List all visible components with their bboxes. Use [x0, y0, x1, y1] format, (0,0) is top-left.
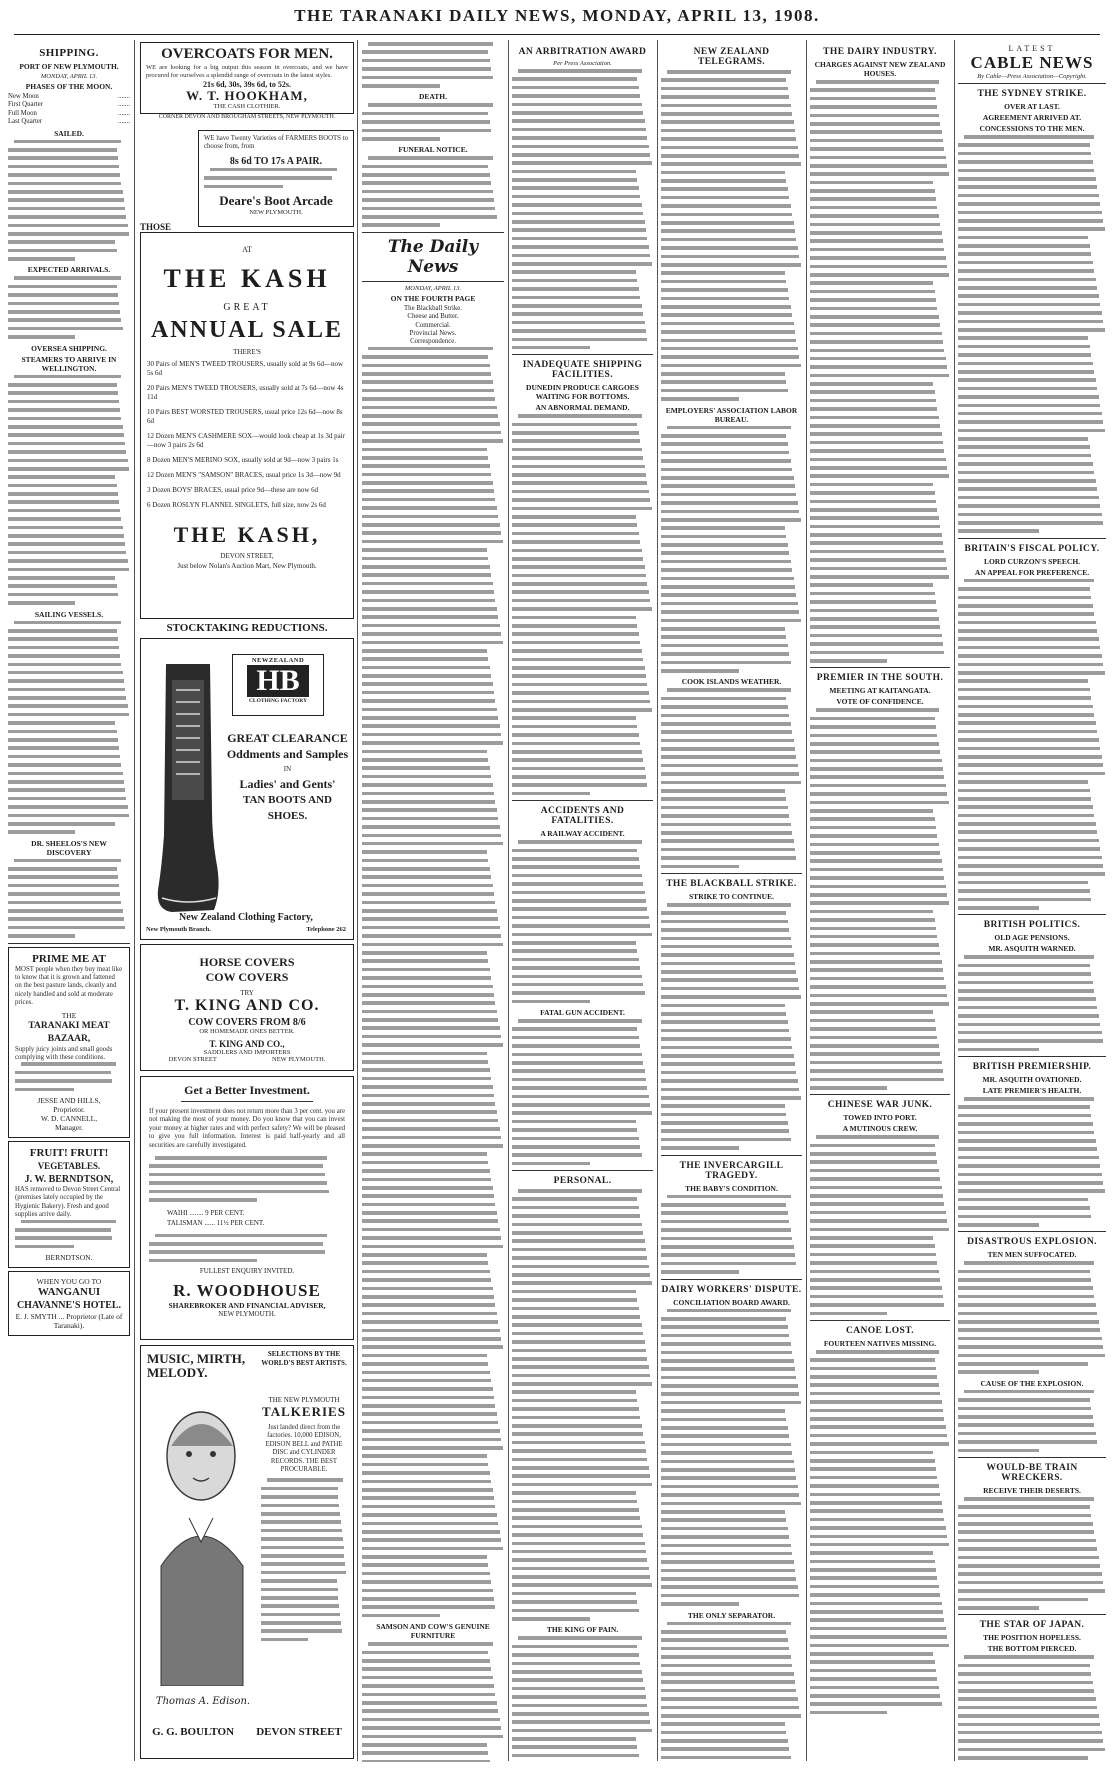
- farmers-price: 8s 6d TO 17s A PAIR.: [229, 155, 323, 167]
- british-politics-sub2: MR. ASQUITH WARNED.: [988, 944, 1076, 954]
- berndtson-sign: BERNDTSON.: [45, 1253, 93, 1263]
- furniture-text: [362, 1642, 504, 1762]
- accidents-sub2: FATAL GUN ACCIDENT.: [540, 1008, 625, 1018]
- king-of-pain-heading: THE KING OF PAIN.: [546, 1625, 619, 1635]
- edison-signature: Thomas A. Edison.: [155, 1696, 251, 1707]
- fourth-page-item: Correspondence.: [410, 338, 456, 346]
- divider: [661, 1155, 802, 1156]
- column-rule: [134, 40, 135, 1761]
- horse-heading: HORSE COVERS: [199, 955, 295, 969]
- invercargill-text: [661, 1195, 802, 1274]
- deare-sub: NEW PLYMOUTH.: [249, 208, 303, 216]
- divider: [512, 800, 653, 801]
- kash-title: THE KASH: [163, 264, 331, 293]
- premiership-heading: BRITISH PREMIERSHIP.: [972, 1062, 1092, 1073]
- kash-items: [147, 360, 347, 510]
- blackball-heading: THE BLACKBALL STRIKE.: [666, 878, 797, 889]
- woodhouse-name: R. WOODHOUSE: [173, 1281, 321, 1301]
- column-4: [512, 42, 653, 1762]
- divider: [958, 1231, 1106, 1232]
- sydney-strike-sub: OVER AT LAST.: [1004, 102, 1060, 111]
- hotel-sign: E. J. SMYTH ... Proprietor (Late of Taranaki).: [15, 1312, 123, 1331]
- woodhouse-np: NEW PLYMOUTH.: [218, 1310, 276, 1319]
- explosion-sub: TEN MEN SUFFOCATED.: [987, 1250, 1077, 1260]
- talkeries-new: THE NEW PLYMOUTH: [268, 1396, 340, 1404]
- meat-staff: JESSE AND HILLS,: [37, 1096, 101, 1106]
- notices-text: [362, 42, 504, 88]
- employers-text: [661, 426, 802, 673]
- gun-accident-text: [512, 1019, 653, 1165]
- in-word: IN: [283, 765, 292, 773]
- investment-ad: [140, 1076, 354, 1340]
- divider: [661, 873, 802, 874]
- funeral-heading: FUNERAL NOTICE.: [398, 145, 468, 155]
- expected-heading: EXPECTED ARRIVALS.: [27, 265, 111, 275]
- deare-name: Deare's Boot Arcade: [219, 192, 333, 208]
- explosion-text: [958, 1261, 1106, 1374]
- meat-bazaar-ad: [8, 947, 130, 1138]
- hb-logo: HB: [247, 665, 309, 697]
- kash-street: DEVON STREET,: [220, 552, 274, 560]
- fourth-page-list: [362, 305, 504, 347]
- divider: [362, 232, 504, 233]
- cable-by: By Cable—Press Association—Copyright.: [977, 73, 1087, 80]
- kash-item: 30 Pairs of MEN'S TWEED TROUSERS, usually sold at 9s 6d—now 5s 6d: [147, 360, 344, 377]
- column-6: [810, 42, 950, 1762]
- kash-great: GREAT: [223, 302, 271, 313]
- arbitration-text: [512, 69, 653, 349]
- none-better: OR HOMEMADE ONES BETTER.: [199, 1028, 295, 1035]
- overcoats-heading: OVERCOATS FOR MEN.: [161, 46, 333, 62]
- invercargill-heading: THE INVERCARGILL TRAGEDY.: [679, 1160, 784, 1181]
- column-rule: [508, 40, 509, 1761]
- british-politics-heading: BRITISH POLITICS.: [983, 920, 1081, 931]
- try-word: TRY: [240, 989, 254, 997]
- divider: [362, 281, 504, 282]
- hotel-ad: [8, 1271, 130, 1336]
- masthead: THE TARANAKI DAILY NEWS, MONDAY, APRIL 13, 1908.: [294, 6, 820, 25]
- wanganui-when: WHEN YOU GO TO: [36, 1277, 102, 1287]
- farmers-heading: THOSE: [140, 222, 172, 232]
- fourth-page-item: Commercial.: [415, 321, 451, 329]
- moon-row: First Quarter .......: [8, 101, 130, 109]
- oddments: Oddments and Samples: [226, 747, 349, 761]
- telegrams-text: [661, 70, 802, 401]
- steamers-heading: STEAMERS TO ARRIVE IN WELLINGTON.: [21, 354, 117, 373]
- meat-text: Supply juicy joints and small goods complying with these conditions.: [15, 1045, 113, 1062]
- fiscal-policy-text: [958, 579, 1106, 910]
- premier-south-sub: MEETING AT KAITANGATA.: [829, 686, 931, 696]
- nzcf-tel: Telephone 262: [306, 926, 346, 933]
- personal-text: [512, 1189, 653, 1621]
- overcoats-text: WE are looking for a big output this season in overcoats, and we have procured for ourselves a splendid range of overcoats in the latest styles.: [146, 64, 348, 79]
- investment-text: If your present investment does not return more than 3 per cent. you are not making the most of your money. Do you know that you can invest your money at higher rates and with perfect safety? We will be pleased to give you full information. Interest is paid half-yearly and all securities are carefully investigated.: [149, 1108, 345, 1149]
- divider: [661, 1279, 802, 1280]
- dairy-workers-heading: DAIRY WORKERS' DISPUTE.: [661, 1284, 802, 1295]
- arrivals-text: [8, 276, 130, 338]
- tking-title: T. KING AND CO.: [174, 997, 320, 1014]
- fiscal-policy-sub: LORD CURZON'S SPEECH.: [983, 556, 1081, 566]
- meat-the: THE: [61, 1010, 77, 1020]
- column-rule: [954, 40, 955, 1761]
- kash-item: 12 Dozen MEN'S CASHMERE SOX—would look cheap at 1s 3d pair—now 3 pairs 2s 6d: [147, 432, 346, 449]
- nzcf-footer: [146, 926, 346, 933]
- death-heading: DEATH.: [419, 92, 447, 102]
- hb-top: NEWZEALAND: [251, 657, 305, 664]
- rate-line: TALISMAN ...... 11½ PER CENT.: [167, 1218, 265, 1227]
- column-3: [362, 42, 504, 1762]
- ladies-gents: Ladies' and Gents': [239, 777, 336, 791]
- fourth-page-heading: ON THE FOURTH PAGE: [390, 293, 476, 303]
- kash-there: THERE'S: [233, 348, 261, 356]
- shipping-heading: SHIPPING.: [39, 47, 99, 59]
- kash-item: 8 Dozen MEN'S MERINO SOX, usually sold at 9d—now 3 pairs 1s: [147, 456, 339, 464]
- kash-sign: THE KASH,: [173, 522, 321, 547]
- hookham-name: W. T. HOOKHAM,: [186, 88, 308, 103]
- cook-islands-heading: COOK ISLANDS WEATHER.: [681, 677, 782, 687]
- canoe-sub: FOURTEEN NATIVES MISSING.: [823, 1338, 937, 1348]
- premier-south-sub2: VOTE OF CONFIDENCE.: [836, 697, 924, 707]
- tan-boots: TAN BOOTS AND SHOES.: [242, 794, 333, 822]
- dairy-industry-sub: CHARGES AGAINST NEW ZEALAND HOUSES.: [814, 60, 946, 78]
- divider: [958, 1614, 1106, 1615]
- talkeries-block: [261, 1396, 347, 1646]
- meat-staff: W. D. CANNELL,: [40, 1114, 98, 1124]
- music-sub: SELECTIONS BY THE WORLD'S BEST ARTISTS.: [261, 1350, 347, 1367]
- sydney-strike-sub3: CONCESSIONS TO THE MEN.: [979, 124, 1085, 133]
- hb-sub: CLOTHING FACTORY: [248, 698, 308, 704]
- meat-phones: [15, 1062, 123, 1091]
- hookham-address: CORNER DEVON AND BROUGHAM STREETS, NEW PLYMOUTH.: [158, 114, 336, 120]
- british-politics-sub: OLD AGE PENSIONS.: [994, 933, 1070, 943]
- divider: [810, 667, 950, 668]
- cook-islands-text: [661, 688, 802, 868]
- fruit-text: [15, 1220, 123, 1249]
- star-of-japan-heading: THE STAR OF JAPAN.: [979, 1620, 1085, 1631]
- overcoats-ad: [140, 42, 354, 114]
- sydney-strike-heading: THE SYDNEY STRIKE.: [977, 89, 1087, 99]
- talkeries-ad: [140, 1345, 354, 1759]
- divider: [810, 1320, 950, 1321]
- shipping-facilities-sub: DUNEDIN PRODUCE CARGOES WAITING FOR BOTTOMS.: [526, 383, 639, 402]
- overcoats-prices: 21s 6d, 30s, 39s 6d, to 52s.: [202, 80, 291, 89]
- investment-heading: Get a Better Investment.: [184, 1083, 310, 1097]
- hb-logo-box: [232, 654, 324, 716]
- deare-ad: [198, 130, 354, 227]
- explosion-cause-text: [958, 1390, 1106, 1452]
- great-clearance: GREAT CLEARANCE: [227, 731, 348, 745]
- train-wreckers-sub: RECEIVE THEIR DESERTS.: [983, 1485, 1081, 1495]
- dairy-workers-text: [661, 1309, 802, 1606]
- separator-heading: THE ONLY SEPARATOR.: [687, 1610, 776, 1620]
- masthead-rule: [14, 34, 1100, 35]
- talkeries-title: TALKERIES: [262, 1404, 346, 1419]
- premier-south-heading: PREMIER IN THE SOUTH.: [816, 673, 944, 684]
- kash-item: 10 Pairs BEST WORSTED TROUSERS, usual price 12s 6d—now 8s 6d: [147, 408, 343, 425]
- sailing-heading: SAILING VESSELS.: [34, 609, 104, 619]
- explosion-sub2: CAUSE OF THE EXPLOSION.: [980, 1378, 1084, 1388]
- divider: [958, 538, 1106, 539]
- editorial-date: MONDAY, APRIL 13.: [404, 284, 462, 292]
- hookham-sub: THE CASH CLOTHIER.: [213, 103, 281, 110]
- prime-heading: PRIME ME AT: [32, 952, 106, 965]
- divider: [958, 914, 1106, 915]
- date-line: MONDAY, APRIL 13.: [40, 73, 98, 80]
- dairy-workers-sub: CONCILIATION BOARD AWARD.: [673, 1297, 790, 1307]
- berndtson-text: HAS removed to Devon Street Central (premises lately occupied by the Hygienic Bakery). Fresh and good supplies arrive daily.: [15, 1186, 121, 1219]
- accidents-sub: A RAILWAY ACCIDENT.: [540, 829, 625, 839]
- personal-heading: PERSONAL.: [553, 1176, 612, 1187]
- port-line: PORT OF NEW PLYMOUTH.: [19, 62, 119, 71]
- steamers-text: [8, 375, 130, 605]
- boulton-name: G. G. BOULTON: [152, 1726, 235, 1738]
- arbitration-heading: AN ARBITRATION AWARD: [518, 47, 647, 57]
- kash-at: AT: [242, 245, 252, 254]
- canoe-text: [810, 1350, 950, 1714]
- column-cable-news: [958, 42, 1106, 1762]
- daily-news-title: The Daily News: [387, 236, 479, 277]
- sailed-heading: SAILED.: [54, 128, 84, 138]
- nzcf-name: New Zealand Clothing Factory,: [179, 912, 313, 923]
- blackball-sub: STRIKE TO CONTINUE.: [689, 891, 774, 901]
- star-of-japan-text: [958, 1655, 1106, 1762]
- kash-item: 12 Dozen MEN'S "SAMSON" BRACES, usual price 1s 3d—now 9d: [147, 471, 341, 479]
- blackball-text: [661, 903, 802, 1150]
- tking-sign: T. KING AND CO.,: [209, 1039, 285, 1049]
- invercargill-sub: THE BABY'S CONDITION.: [685, 1183, 778, 1193]
- latest-label: LATEST: [1008, 44, 1056, 53]
- canoe-heading: CANOE LOST.: [845, 1325, 915, 1336]
- cow-covers-from: COW COVERS FROM 8/6: [188, 1017, 306, 1028]
- dairy-industry-text: [810, 80, 950, 663]
- shipping-facilities-heading: INADEQUATE SHIPPING FACILITIES.: [522, 360, 643, 381]
- shipping-text: [8, 140, 130, 261]
- kash-item: 3 Dozen BOYS' BRACES, usual price 9d—these are now 6d: [147, 486, 319, 494]
- moon-heading: PHASES OF THE MOON.: [25, 82, 113, 91]
- hotel-name: CHAVANNE'S HOTEL.: [16, 1300, 122, 1312]
- talkeries-text: Just landed direct from the factories. 10,000 EDISON, EDISON BELL and PATHE DISC and CYLINDER RECORDS. THE BEST PROCURABLE.: [265, 1424, 343, 1474]
- premiership-sub2: LATE PREMIER'S HEALTH.: [982, 1086, 1082, 1096]
- train-wreckers-text: [958, 1497, 1106, 1610]
- divider: [810, 1094, 950, 1095]
- premiership-sub: MR. ASQUITH OVATIONED.: [982, 1075, 1082, 1085]
- investment-filler2: [149, 1234, 345, 1263]
- moon-row: New Moon .......: [8, 93, 130, 100]
- rates: [167, 1208, 327, 1228]
- meat-staff: Manager.: [54, 1123, 84, 1133]
- meat-bazaar-title: TARANAKI MEAT BAZAAR,: [28, 1020, 110, 1044]
- meat-staff: Proprietor.: [53, 1105, 85, 1115]
- explosion-heading: DISASTROUS EXPLOSION.: [967, 1237, 1097, 1248]
- shipping-facilities-text: [512, 414, 653, 795]
- premier-south-text: [810, 708, 950, 1089]
- fruit-ad: [8, 1141, 130, 1268]
- boot-icon: [152, 660, 224, 920]
- death-text: [362, 103, 504, 140]
- divider: [512, 354, 653, 355]
- accidents-heading: ACCIDENTS AND FATALITIES.: [540, 806, 625, 827]
- farmers-filler: [204, 168, 348, 188]
- star-of-japan-sub: THE POSITION HOPELESS.: [983, 1633, 1081, 1643]
- divider: [512, 1170, 653, 1171]
- war-junk-sub2: A MUTINOUS CREW.: [842, 1124, 918, 1134]
- cable-news-heading: CABLE NEWS: [970, 53, 1094, 72]
- premiership-text: [958, 1097, 1106, 1226]
- fruit-heading: FRUIT! FRUIT!: [29, 1147, 109, 1160]
- star-of-japan-sub2: THE BOTTOM PIERCED.: [987, 1644, 1077, 1654]
- divider: [181, 1101, 313, 1102]
- sharebroker: SHAREBROKER AND FINANCIAL ADVISER,: [168, 1301, 326, 1311]
- dairy-industry-heading: THE DAIRY INDUSTRY.: [823, 47, 937, 57]
- sheelos-text: [8, 859, 130, 938]
- column-shipping: [8, 42, 130, 1762]
- sydney-strike-sub2: AGREEMENT ARRIVED AT.: [982, 113, 1082, 122]
- war-junk-heading: CHINESE WAR JUNK.: [827, 1100, 933, 1111]
- talkeries-filler: [261, 1478, 347, 1641]
- column-rule: [806, 40, 807, 1761]
- column-rule: [657, 40, 658, 1761]
- kash-address: Just below Nolan's Auction Mart, New Plymouth.: [177, 562, 317, 570]
- fourth-page-item: Cheese and Butter.: [407, 313, 459, 321]
- vegetables-heading: VEGETABLES.: [37, 1161, 101, 1172]
- kash-sale: ANNUAL SALE: [150, 317, 344, 343]
- sheelos-heading: DR. SHEELOS'S NEW DISCOVERY: [31, 838, 107, 857]
- funeral-text: [362, 156, 504, 227]
- column-rule: [357, 40, 358, 1761]
- clearance-text: [225, 730, 350, 824]
- train-wreckers-heading: WOULD-BE TRAIN WRECKERS.: [986, 1462, 1078, 1483]
- boulton-footer: [141, 1726, 353, 1738]
- kash-item: 20 Pairs MEN'S TWEED TROUSERS, usually sold at 7s 6d—now 4s 11d: [147, 384, 344, 401]
- divider: [8, 943, 130, 944]
- fourth-page-item: The Blackball Strike.: [404, 304, 462, 312]
- oversea-heading: OVERSEA SHIPPING.: [31, 343, 107, 353]
- berndtson-name: J. W. BERNDTSON,: [24, 1174, 114, 1186]
- separator-text: [661, 1622, 802, 1762]
- divider: [958, 83, 1106, 84]
- nzcf-branch: New Plymouth Branch.: [146, 926, 211, 933]
- saddlers: SADDLERS AND IMPORTERS: [203, 1049, 291, 1056]
- sailing-text: [8, 621, 130, 834]
- tking-ad: [140, 944, 354, 1071]
- fourth-page-item: Provincial News.: [409, 330, 457, 338]
- editorial-text: [362, 347, 504, 1618]
- shipping-facilities-sub2: AN ABNORMAL DEMAND.: [535, 403, 630, 413]
- fiscal-policy-heading: BRITAIN'S FISCAL POLICY.: [964, 543, 1100, 554]
- music-heading: MUSIC, MIRTH, MELODY.: [147, 1351, 246, 1380]
- arbitration-by: Per Press Association.: [553, 60, 612, 67]
- moon-row: Last Quarter .......: [8, 118, 130, 126]
- divider: [958, 1056, 1106, 1057]
- wanganui: WANGANUI: [37, 1286, 101, 1299]
- boulton-street: DEVON STREET: [256, 1726, 342, 1738]
- rate-line: WAIHI ........ 9 PER CENT.: [167, 1208, 245, 1217]
- kash-item: 6 Dozen ROSLYN FLANNEL SINGLETS, full size, now 2s 6d: [147, 501, 326, 509]
- moon-row: Full Moon .......: [8, 109, 130, 117]
- king-of-pain-text: [512, 1636, 653, 1762]
- nz-telegrams-heading: NEW ZEALAND TELEGRAMS.: [693, 47, 770, 67]
- british-politics-text: [958, 955, 1106, 1051]
- investment-filler: [149, 1156, 345, 1202]
- tking-address: DEVON STREET NEW PLYMOUTH.: [168, 1056, 326, 1063]
- stocktaking-heading: STOCKTAKING REDUCTIONS.: [166, 622, 328, 634]
- kash-ad: [140, 232, 354, 619]
- war-junk-sub: TOWED INTO PORT.: [843, 1113, 917, 1123]
- accidents-text: [512, 840, 653, 1003]
- column-5: [661, 42, 802, 1762]
- full-info: FULLEST ENQUIRY INVITED.: [199, 1267, 295, 1276]
- war-junk-text: [810, 1135, 950, 1315]
- cow-heading: COW COVERS: [205, 970, 289, 984]
- sydney-strike-text: [958, 135, 1106, 533]
- farmers-text: WE have Twenty Varieties of FARMERS BOOTS to choose from, from: [204, 135, 348, 151]
- divider: [958, 1457, 1106, 1458]
- fiscal-policy-sub2: AN APPEAL FOR PREFERENCE.: [974, 567, 1090, 577]
- edison-portrait-icon: [149, 1386, 254, 1686]
- furniture-heading: SAMSON AND COW'S GENUINE FURNITURE: [376, 1622, 490, 1641]
- employers-heading: EMPLOYERS' ASSOCIATION LABOR BUREAU.: [665, 405, 798, 424]
- prime-text: MOST people when they buy meat like to know that it is grown and fattened on the best pasture lands, cleanly and nicely handled and sold at moderate prices.: [15, 965, 123, 1007]
